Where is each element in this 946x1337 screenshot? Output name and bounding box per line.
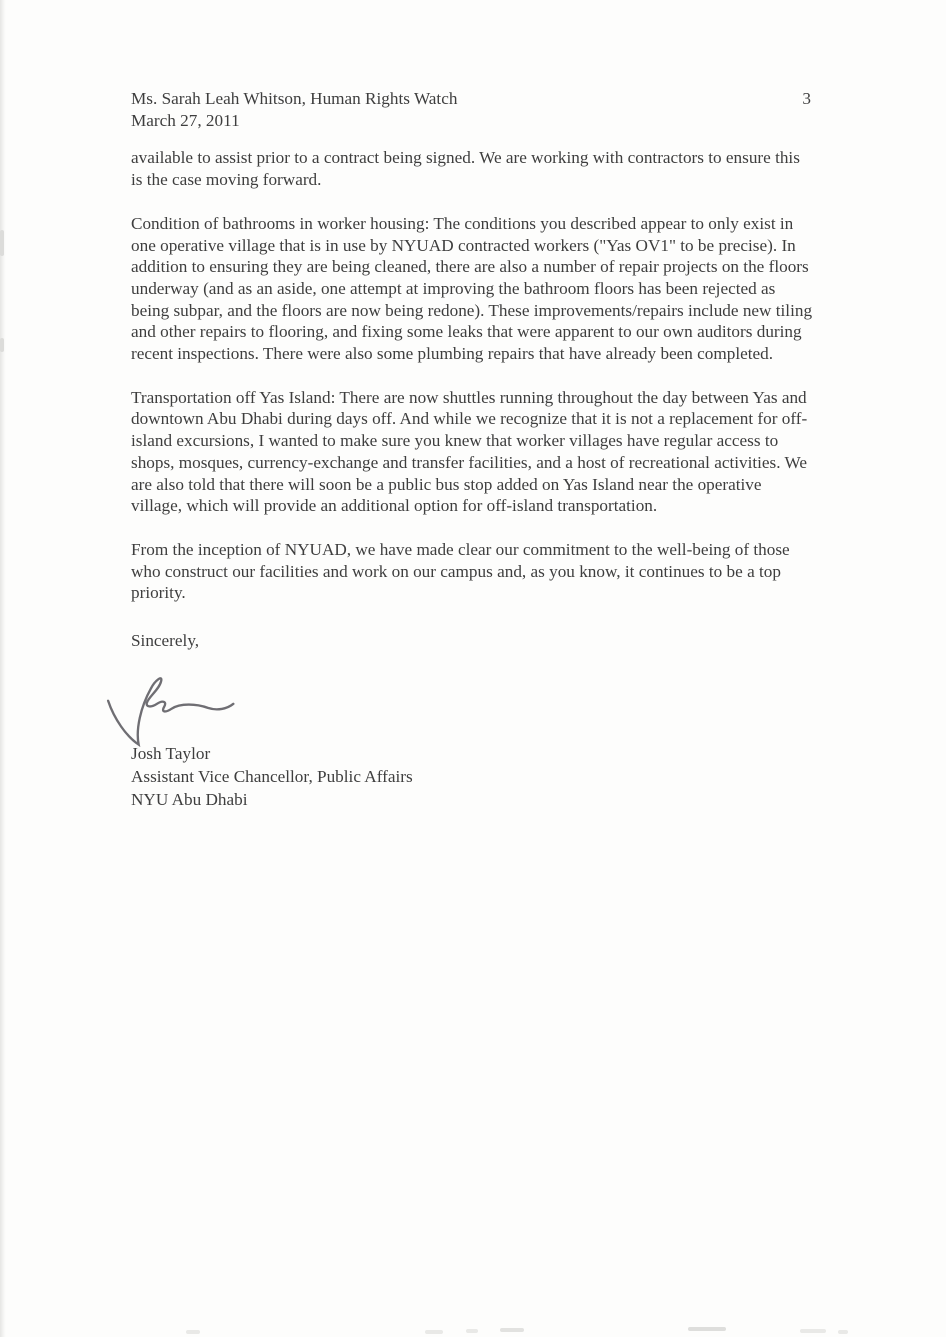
date-line: March 27, 2011 — [131, 110, 240, 130]
signature-organization: NYU Abu Dhabi — [131, 790, 248, 810]
scan-edge-nick — [0, 338, 4, 352]
letter-paragraph: Transportation off Yas Island: There are now shuttles running throughout the day between Yas and downtown Abu Dhabi during days off. And while we recognize that it is not a replacement for off-island excursions, I wanted to make sure you knew that worker villages have regular access to shops, mosques, currency-exchange and transfer facilities, and a host of recreational activities. We are also told that there will soon be a public bus stop added on Yas Island near the operative village, which will provide an additional option for off-island transportation. — [131, 387, 808, 516]
signature-title: Assistant Vice Chancellor, Public Affairs — [131, 766, 413, 786]
signature-scribble — [102, 672, 270, 754]
scan-edge-shadow — [0, 0, 6, 1337]
recipient-line: Ms. Sarah Leah Whitson, Human Rights Watch — [131, 89, 458, 108]
header-address-block — [131, 88, 457, 131]
letter-paragraph: available to assist prior to a contract being signed. We are working with contractors to ensure this is the case moving forward. — [131, 148, 800, 190]
letter-content — [131, 88, 815, 811]
signature-name: Josh Taylor — [131, 743, 211, 763]
valediction: Sincerely, — [131, 631, 200, 651]
letter-header — [131, 88, 815, 131]
page-number: 3 — [802, 89, 811, 108]
letter-paragraph: Condition of bathrooms in worker housing: The conditions you described appear to only exist in one operative village that is in use by NYUAD contracted workers ("Yas OV1" to be precise). In addition to ensuring they are being cleaned, there are also a number of repair projects on the floors underway (and as an aside, one attempt at improving the bathroom floors has been rejected as being subpar, and the floors are now being redone). These improvements/repairs include new tiling and other repairs to flooring, and fixing some leaks that were apparent to our own auditors during recent inspections. There were also some plumbing repairs that have already been completed. — [131, 213, 813, 364]
letter-paragraph: From the inception of NYUAD, we have made clear our commitment to the well-being of those who construct our facilities and work on our campus and, as you know, it continues to be a top priority. — [131, 539, 790, 603]
signature-block — [131, 660, 815, 812]
scan-edge-nick — [0, 230, 4, 256]
